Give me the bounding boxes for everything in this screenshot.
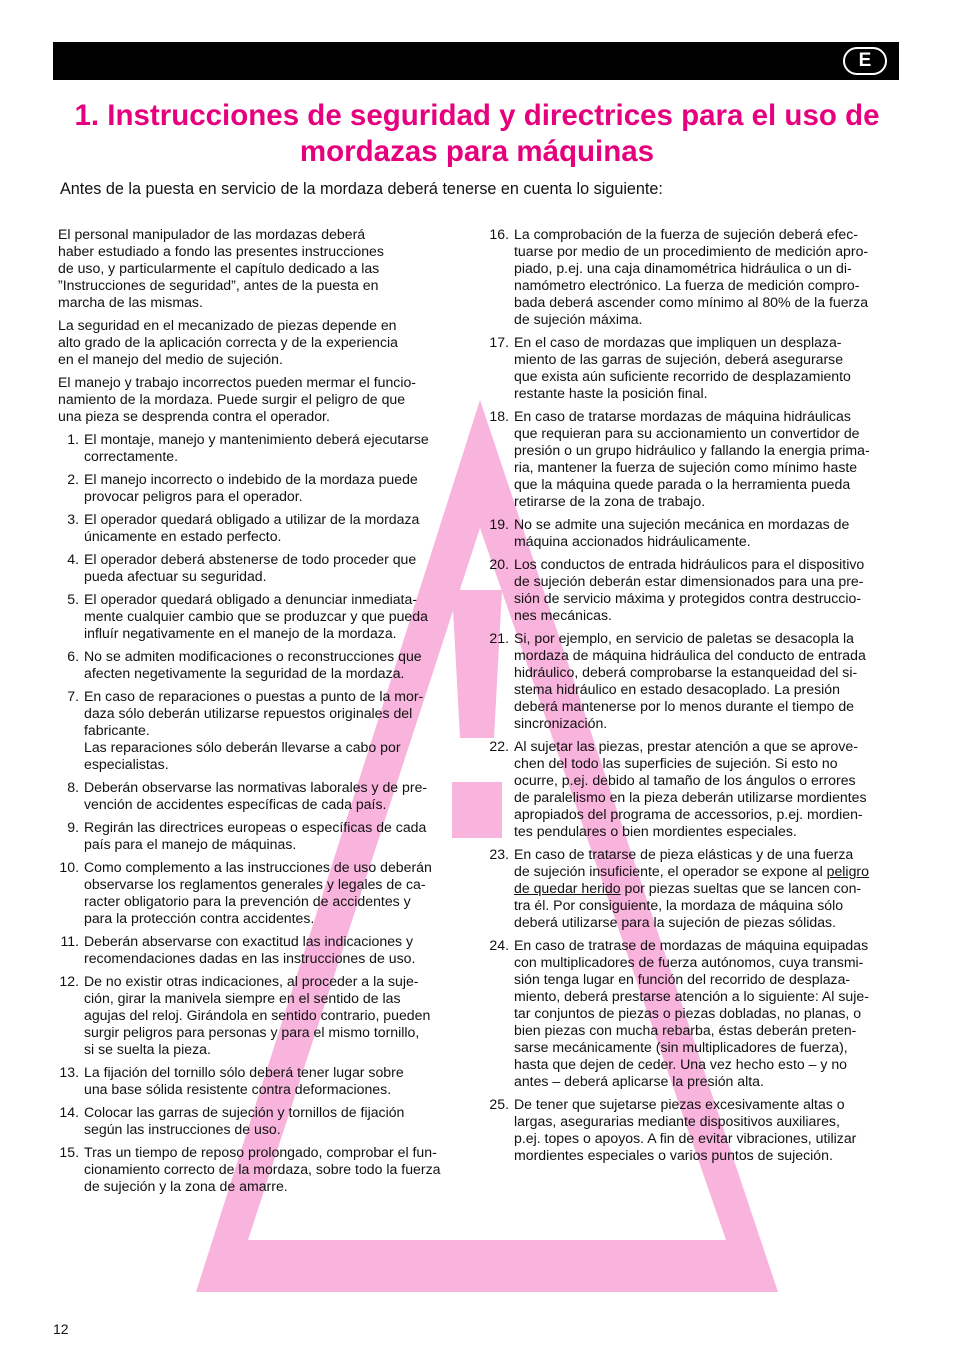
list-item <box>58 859 458 927</box>
item-text: Al sujetar las piezas, prestar atención a que se aprove- chen del todo las superficies de sujeción. Si esto no ocurre, p.ej. debido al tamaño de los ángulos o errores de paralelismo en la pieza deberán utilizarse mordientes apropiados del programa de accessorios, p.ej. mordien- tes pendulares o bien mordientes especiales. <box>514 738 867 839</box>
item-number: 8. <box>67 779 79 795</box>
item-number: 13. <box>59 1064 79 1080</box>
list-item <box>58 591 458 642</box>
list-item <box>488 937 890 1090</box>
instruction-list <box>488 226 890 1164</box>
list-item <box>58 1104 458 1138</box>
item-number: 16. <box>489 226 509 242</box>
list-item <box>488 226 890 328</box>
item-number: 14. <box>59 1104 79 1120</box>
list-item <box>58 973 458 1058</box>
list-item <box>58 1144 458 1195</box>
page-title: 1. Instrucciones de seguridad y directrices para el uso de mordazas para máquinas <box>74 99 880 168</box>
item-number: 6. <box>67 648 79 664</box>
list-item <box>488 408 890 510</box>
item-number: 12. <box>59 973 79 989</box>
item-text <box>514 846 890 931</box>
intro-paragraph: La seguridad en el mecanizado de piezas depende en alto grado de la aplicación correcta y de la experiencia en el manejo del medio de sujeción. <box>58 317 399 367</box>
item-text: Como complemento a las instrucciones de uso deberán observarse los reglamentos generales y legales de ca- racter obligatorio para la prevención de accidentes y para la protección contra accidentes. <box>84 859 432 926</box>
item-text-after: por piezas sueltas que se lancen con- tra él. Por consiguiente, la mordaza de máquina sólo deberá utilizarse para la sujeción de piezas sólidas. <box>514 880 862 930</box>
item-text: Los conductos de entrada hidráulicos para el dispositivo de sujeción deberán estar dimensionados para una pre- sión de servicio máxima y protegidos contra destruccio- nes mecánicas. <box>514 556 865 623</box>
item-number: 18. <box>489 408 509 424</box>
item-text-before: En caso de tratarse de pieza elásticas y de una fuerza de sujeción insuficiente, el operador se expone al <box>514 846 854 879</box>
item-text: La fijación del tornillo sólo deberá tener lugar sobre una base sólida resistente contra deformaciones. <box>84 1064 404 1097</box>
item-text: Deberán abservarse con exactitud las indicaciones y recomendaciones dadas en las instrucciones de uso. <box>84 933 416 966</box>
item-number: 20. <box>489 556 509 572</box>
list-item <box>58 819 458 853</box>
list-item <box>488 334 890 402</box>
item-text: De tener que sujetarse piezas excesivamente altas o largas, asegurarias mediante dispositivos auxiliares, p.ej. topes o apoyos. A fin de evitar vibraciones, utilizar mordientes especiales o varios puntos de sujeción. <box>514 1096 857 1163</box>
item-number: 15. <box>59 1144 79 1160</box>
list-item <box>58 511 458 545</box>
item-text: La comprobación de la fuerza de sujeción deberá efec- tuarse por medio de un procedimiento de medición apro- piado, p.ej. una caja dinamométrica hidráulica o un di- namómetro electrónico. La fuerza de medición compro- bada deberá ascender como mínimo al 80% de la fuerza de sujeción máxima. <box>514 226 869 327</box>
item-text: Si, por ejemplo, en servicio de paletas se desacopla la mordaza de máquina hidráulica del conducto de entrada hidráulico, deberá comprobarse la estanqueidad del si- stema hidráulico en estado desacoplado. La presión deberá mantenerse por lo menos durante el tiempo de sincronización. <box>514 630 866 731</box>
intro-paragraph: El personal manipulador de las mordazas deberá haber estudiado a fondo las presentes instrucciones de uso, y particularmente el capítulo dedicado a las ”Instrucciones de seguridad”, antes de la puesta en marcha de las mismas. <box>58 226 384 310</box>
list-item <box>58 551 458 585</box>
item-number: 23. <box>489 846 509 862</box>
item-number: 19. <box>489 516 509 532</box>
item-text: No se admite una sujeción mecánica en mordazas de máquina accionados hidráulicamente. <box>514 516 850 549</box>
item-text: De no existir otras indicaciones, al proceder a la suje- ción, girar la manivela siempre en el sentido de las agujas del reloj. Girándola en sentido contrario, pueden surgir peligros para personas y para el mismo tornillo, si se suelta la pieza. <box>84 973 431 1057</box>
item-text: En caso de reparaciones o puestas a punto de la mor- daza sólo deberán utilizarse repuestos originales del fabricante. Las reparaciones sólo deberán llevarse a cabo por especialistas. <box>84 688 424 772</box>
item-number: 17. <box>489 334 509 350</box>
item-number: 3. <box>67 511 79 527</box>
item-number: 5. <box>67 591 79 607</box>
intro-paragraph: El manejo y trabajo incorrectos pueden mermar el funcio- namiento de la mordaza. Puede surgir el peligro de que una pieza se desprenda contra el operador. <box>58 374 416 424</box>
list-item <box>488 630 890 732</box>
item-number: 25. <box>489 1096 509 1112</box>
list-item <box>58 648 458 682</box>
item-number: 10. <box>59 859 79 875</box>
item-text: Colocar las garras de sujeción y tornillos de fijación según las instrucciones de uso. <box>84 1104 405 1137</box>
list-item <box>488 738 890 840</box>
list-item <box>488 846 890 931</box>
list-item <box>58 431 458 465</box>
list-item <box>58 688 458 773</box>
item-text: En caso de tratrase de mordazas de máquina equipadas con multiplicadores de fuerza autónomos, cuya transmi- sión tenga lugar en función del recorrido de desplaza- miento, deberá prestarse atención a lo siguiente: Al suje- tar conjuntos de piezas o piezas dobladas, no planas, o bien piezas con mucha rebarba, éstas deberán preten- sarse mecánicamente (sin multiplicadores de fuerza), hasta que dejen de ceder. Una vez hecho esto – y no antes – deberá aplicarse la presión alta. <box>514 937 869 1089</box>
right-column <box>488 226 890 1170</box>
instruction-list <box>58 431 458 1195</box>
list-item <box>58 471 458 505</box>
item-number: 22. <box>489 738 509 754</box>
page-number: 12 <box>53 1321 69 1337</box>
list-item <box>488 556 890 624</box>
intro-text: Antes de la puesta en servicio de la mordaza deberá tenerse en cuenta lo siguiente: <box>60 180 663 198</box>
item-text: El operador quedará obligado a denunciar inmediata- mente cualquier cambio que se produzcar y que pueda influír negativamente en el manejo de la mordaza. <box>84 591 428 641</box>
left-column <box>58 226 458 1201</box>
language-badge: E <box>843 47 887 75</box>
list-item <box>488 516 890 550</box>
item-number: 11. <box>60 933 79 949</box>
list-item <box>58 933 458 967</box>
item-number: 4. <box>67 551 79 567</box>
item-text: El operador deberá abstenerse de todo proceder que pueda afectuar su seguridad. <box>84 551 417 584</box>
item-number: 2. <box>67 471 79 487</box>
list-item <box>488 1096 890 1164</box>
item-text: Tras un tiempo de reposo prolongado, comprobar el fun- cionamiento correcto de la mordaza, sobre todo la fuerza de sujeción y la zona de amarre. <box>84 1144 441 1194</box>
item-text: El manejo incorrecto o indebido de la mordaza puede provocar peligros para el operador. <box>84 471 418 504</box>
item-text: Regirán las directrices europeas o específicas de cada país para el manejo de máquinas. <box>84 819 427 852</box>
item-number: 1. <box>67 431 79 447</box>
item-text: Deberán observarse las normativas laborales y de pre- vención de accidentes específicas de cada país. <box>84 779 428 812</box>
item-text: No se admiten modificaciones o reconstrucciones que afecten negetivamente la seguridad de la mordaza. <box>84 648 422 681</box>
item-number: 24. <box>489 937 509 953</box>
list-item <box>58 779 458 813</box>
item-number: 9. <box>67 819 79 835</box>
item-text: En el caso de mordazas que impliquen un desplaza- miento de las garras de sujeción, deberá asegurarse que exista aún suficiente recorrido de desplazamiento restante haste la posición final. <box>514 334 851 401</box>
item-text: El montaje, manejo y mantenimiento deberá ejecutarse correctamente. <box>84 431 429 464</box>
warning-phrase: peligro de quedar herido <box>514 863 869 896</box>
list-item <box>58 1064 458 1098</box>
item-number: 21. <box>489 630 509 646</box>
item-text: El operador quedará obligado a utilizar de la mordaza únicamente en estado perfecto. <box>84 511 420 544</box>
item-number: 7. <box>67 688 79 704</box>
item-text: En caso de tratarse mordazas de máquina hidráulicas que requieran para su accionamiento un convertidor de presión o un grupo hidráulico y fallando la energia prima- ria, mantener la fuerza de sujeción como mínimo haste que la máquina quede parada o la herramienta pueda retirarse de la zona de trabajo. <box>514 408 870 509</box>
